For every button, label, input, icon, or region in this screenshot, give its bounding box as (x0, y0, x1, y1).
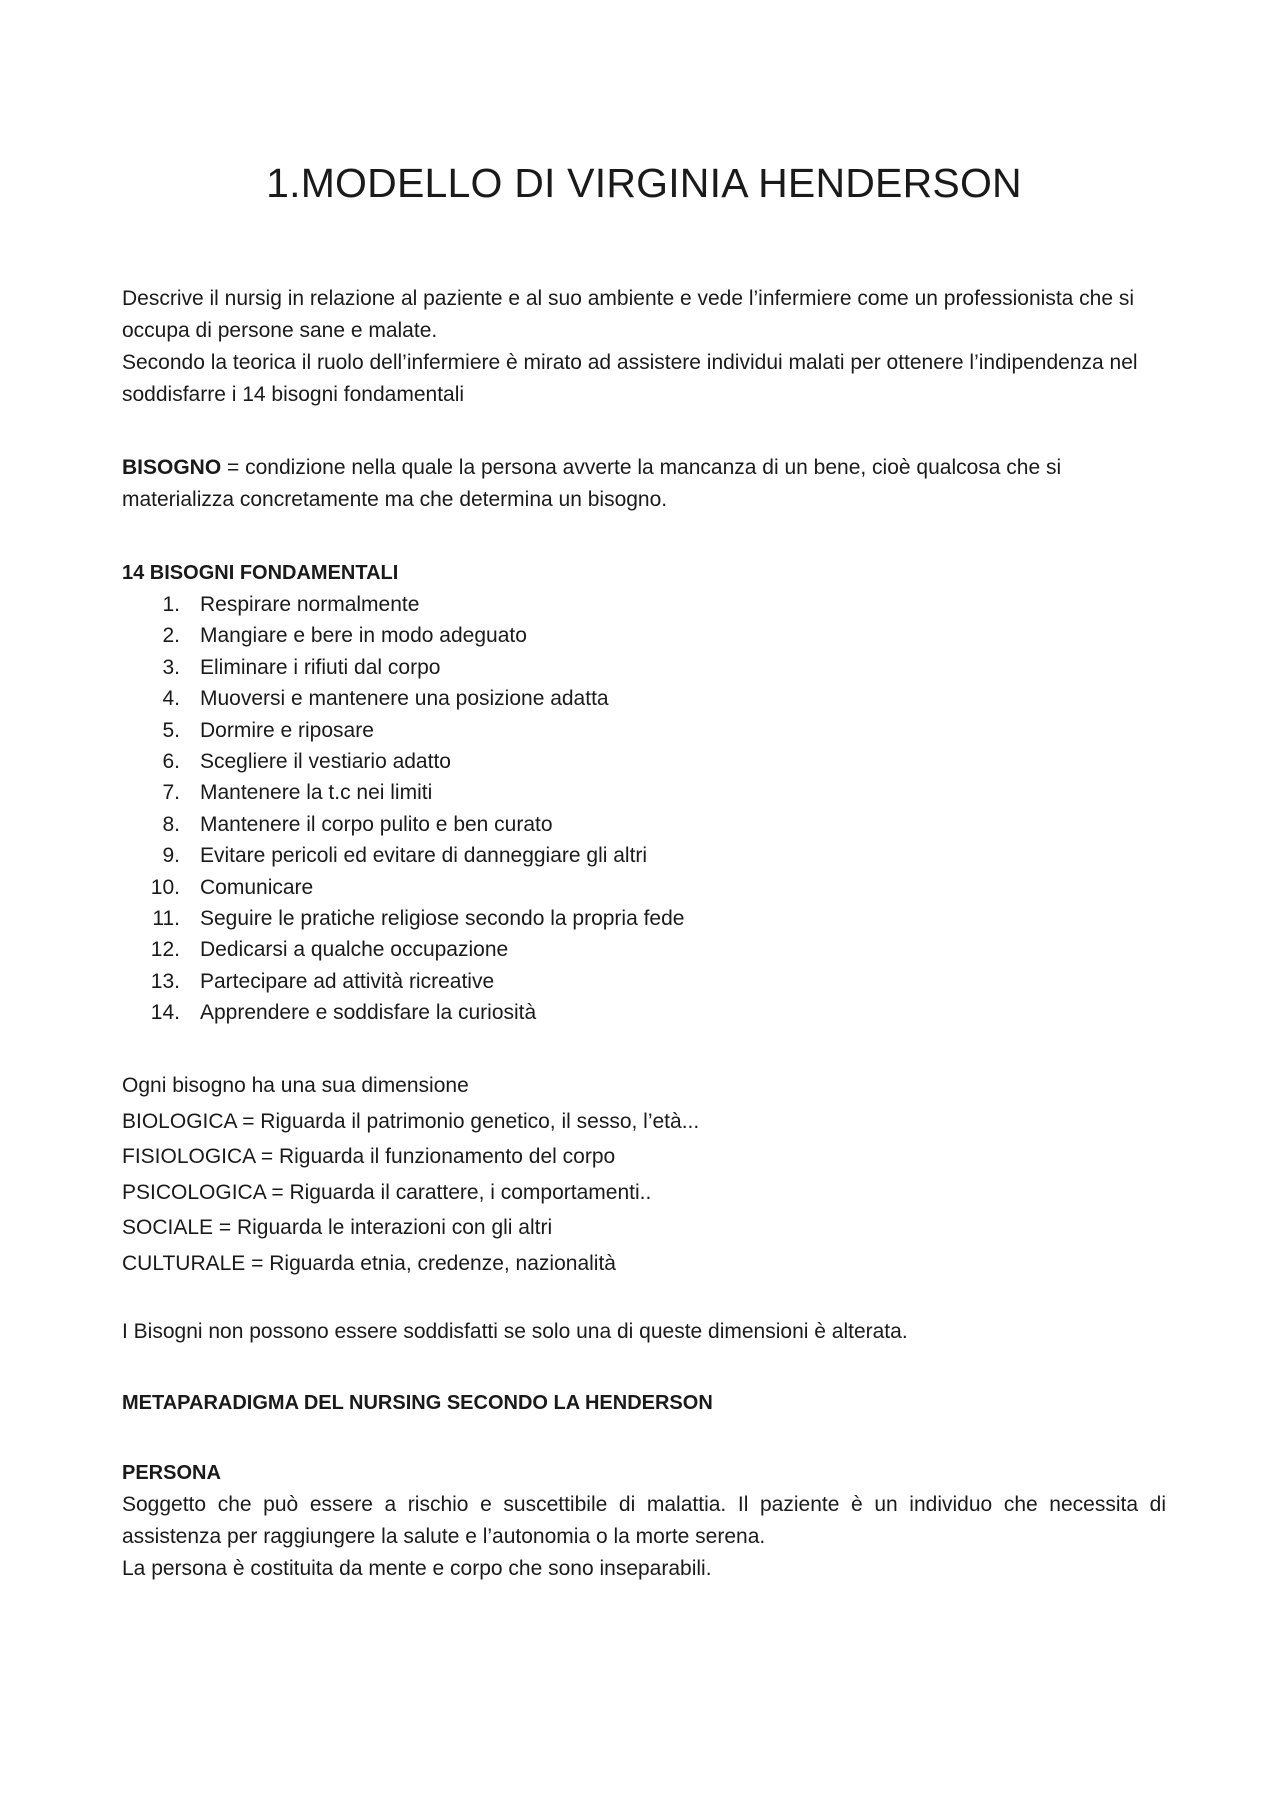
metaparadigm-heading: METAPARADIGMA DEL NURSING SECONDO LA HENDERSON (122, 1392, 713, 1414)
need-item-number: 6. (162, 750, 180, 774)
need-item-text: Respirare normalmente (200, 593, 420, 616)
metaparadigm-section (122, 1387, 1166, 1419)
need-item-text: Mantenere il corpo pulito e ben curato (200, 812, 553, 836)
need-item-number: 1. (162, 593, 180, 616)
need-item-number: 3. (162, 655, 180, 679)
persona-heading: PERSONA (122, 1462, 221, 1484)
definition-text: = condizione nella quale la persona avverte la mancanza di un bene, cioè qualcosa che si materializza concretamente ma che determina un bisogno. (122, 456, 1062, 511)
need-item-number: 7. (162, 781, 180, 805)
intro-section (122, 283, 1166, 411)
dimension-line: BIOLOGICA = Riguarda il patrimonio genetico, il sesso, l’età... (122, 1109, 700, 1133)
need-item-text: Mangiare e bere in modo adeguato (200, 624, 527, 648)
need-item-text: Eliminare i rifiuti dal corpo (200, 655, 441, 679)
need-item-text: Dedicarsi a qualche occupazione (200, 938, 509, 962)
need-item-text: Mantenere la t.c nei limiti (200, 781, 433, 805)
dimension-line: FISIOLOGICA = Riguarda il funzionamento del corpo (122, 1145, 616, 1169)
persona-section (122, 1457, 1166, 1585)
intro-paragraph-1: Descrive il nursig in relazione al paziente e al suo ambiente e vede l’infermiere come un professionista che si occupa di persone sane e malate. (122, 287, 1135, 342)
need-item-number: 2. (162, 624, 180, 648)
dimensions-intro: Ogni bisogno ha una sua dimensione (122, 1074, 469, 1097)
need-item (122, 777, 1166, 808)
need-item (122, 934, 1166, 965)
need-item (122, 683, 1166, 714)
dimensions-list (122, 1104, 1166, 1282)
need-item-text: Partecipare ad attività ricreative (200, 969, 495, 993)
need-item (122, 715, 1166, 746)
needs-list (122, 589, 1166, 1029)
need-item-number: 14. (150, 1001, 180, 1025)
need-item (122, 997, 1166, 1028)
need-item (122, 840, 1166, 871)
dimension-line: PSICOLOGICA = Riguarda il carattere, i comportamenti.. (122, 1180, 652, 1204)
dimension-line: SOCIALE = Riguarda le interazioni con gli altri (122, 1216, 553, 1240)
need-item-number: 9. (162, 844, 180, 868)
need-item (122, 620, 1166, 651)
need-item-text: Apprendere e soddisfare la curiosità (200, 1001, 537, 1025)
need-item-number: 11. (152, 907, 180, 931)
page-title: 1.MODELLO DI VIRGINIA HENDERSON (266, 160, 1022, 206)
need-item (122, 809, 1166, 840)
intro-paragraph-2: Secondo la teorica il ruolo dell’infermiere è mirato ad assistere individui malati per ottenere l’indipendenza nel soddisfarre i 14 bisogni fondamentali (122, 351, 1138, 406)
need-item-text: Muoversi e mantenere una posizione adatta (200, 687, 609, 711)
definition-term: BISOGNO (122, 456, 222, 479)
need-item (122, 652, 1166, 683)
need-item (122, 966, 1166, 997)
dimensions-section (122, 1068, 1166, 1282)
definition-paragraph (122, 452, 1166, 516)
need-item (122, 872, 1166, 903)
dimensions-note-section (122, 1316, 1166, 1348)
dimension-line: CULTURALE = Riguarda etnia, credenze, nazionalità (122, 1251, 616, 1275)
need-item-text: Comunicare (200, 875, 314, 899)
need-item (122, 589, 1166, 620)
persona-paragraph-1: Soggetto che può essere a rischio e suscettibile di malattia. Il paziente è un individuo che necessita di assistenza per raggiungere la salute e l’autonomia o la morte serena. (122, 1493, 1166, 1548)
needs-section (122, 557, 1166, 1029)
persona-paragraph-2: La persona è costituita da mente e corpo che sono inseparabili. (122, 1557, 712, 1580)
definition-section (122, 452, 1166, 516)
dimensions-note: I Bisogni non possono essere soddisfatti se solo una di queste dimensioni è alterata. (122, 1320, 908, 1343)
need-item-text: Scegliere il vestiario adatto (200, 750, 451, 774)
need-item-number: 10. (150, 875, 180, 899)
need-item-number: 12. (150, 938, 180, 962)
need-item-number: 4. (162, 687, 180, 711)
needs-heading: 14 BISOGNI FONDAMENTALI (122, 562, 399, 584)
need-item-text: Dormire e riposare (200, 718, 374, 742)
need-item (122, 903, 1166, 934)
need-item-number: 5. (162, 718, 180, 742)
need-item-number: 8. (162, 812, 180, 836)
need-item-number: 13. (150, 969, 180, 993)
need-item (122, 746, 1166, 777)
need-item-text: Seguire le pratiche religiose secondo la propria fede (200, 907, 685, 931)
need-item-text: Evitare pericoli ed evitare di danneggiare gli altri (200, 844, 648, 868)
